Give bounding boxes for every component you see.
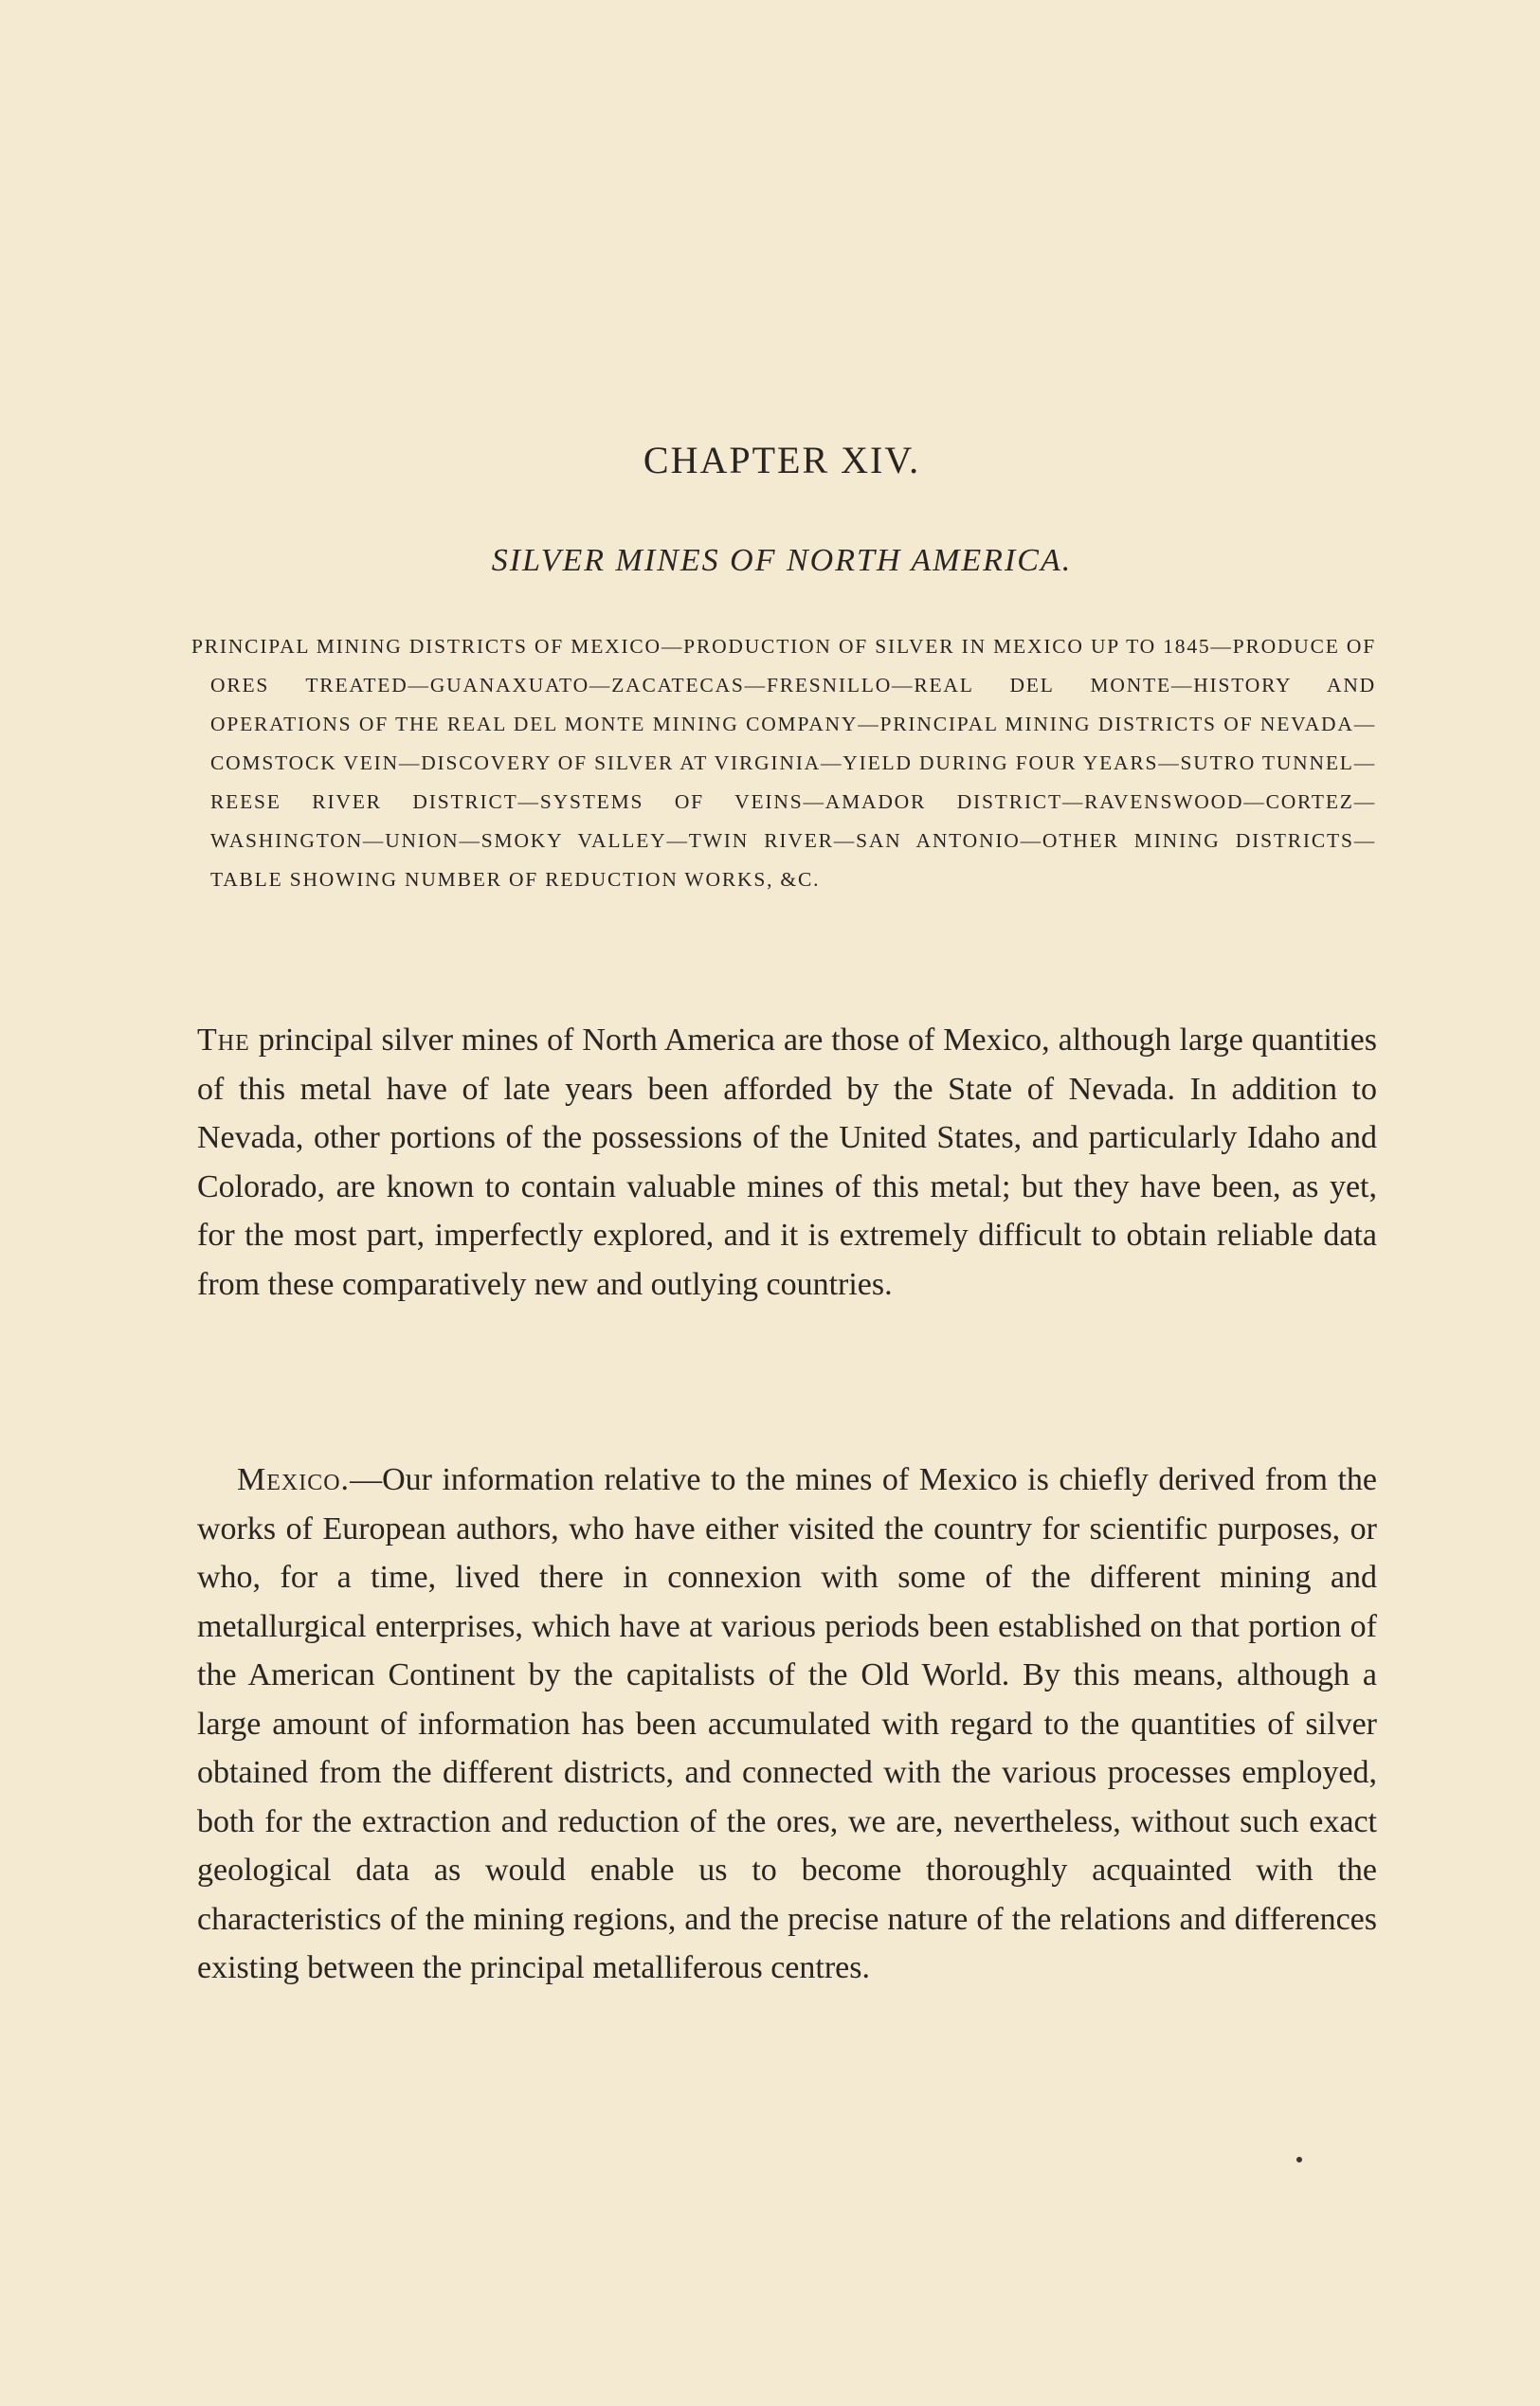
paragraph-mexico <box>197 1456 1377 1993</box>
chapter-summary: PRINCIPAL MINING DISTRICTS OF MEXICO—PRODUCTION OF SILVER IN MEXICO UP TO 1845—PRODUCE OF ORES TREATED—GUANAXUATO—ZACATECAS—FRESNILLO—REAL DEL MONTE—HISTORY AND OPERATIONS OF THE REAL DEL MONTE MINING COMPANY—PRINCIPAL MINING DISTRICTS OF NEVADA—COMSTOCK VEIN—DISCOVERY OF SILVER AT VIRGINIA—YIELD DURING FOUR YEARS—SUTRO TUNNEL—REESE RIVER DISTRICT—SYSTEMS OF VEINS—AMADOR DISTRICT—RAVENSWOOD—CORTEZ—WASHINGTON—UNION—SMOKY VALLEY—TWIN RIVER—SAN ANTONIO—OTHER MINING DISTRICTS—TABLE SHOWING NUMBER OF REDUCTION WORKS, &C. <box>191 635 1376 891</box>
paragraph-intro <box>197 1016 1377 1309</box>
paragraph-lead-word: Mexico. <box>237 1462 351 1497</box>
paragraph-text: —Our information relative to the mines of Mexico is chiefly derived from the works of European authors, who have either visited the country for scientific purposes, or who, for a time, lived there in connexion with some of the different mining and metallurgical enterprises, which have at various periods been established on that portion of the American Continent by the capitalists of the Old World. By this means, although a large amount of information has been accumulated with regard to the quantities of silver obtained from the different districts, and connected with the various processes employed, both for the extraction and reduction of the ores, we are, nevertheless, without such exact geological data as would enable us to become thoroughly acquainted with the characteristics of the mining regions, and the precise nature of the relations and differences existing between the principal metalliferous centres. <box>197 1462 1377 1985</box>
paragraph-lead-word: The <box>197 1022 250 1058</box>
paragraph-text: principal silver mines of North America are those of Mexico, although large quantities of this metal have of late years been afforded by the State of Nevada. In addition to Nevada, other portions of the possessions of the United States, and particularly Idaho and Colorado, are known to contain valuable mines of this metal; but they have been, as yet, for the most part, imperfectly explored, and it is extremely difficult to obtain reliable data from these comparatively new and outlying countries. <box>197 1022 1377 1302</box>
chapter-subtitle: SILVER MINES OF NORTH AMERICA. <box>491 543 1073 578</box>
chapter-heading: CHAPTER XIV. <box>643 439 921 481</box>
ink-speck <box>1296 2157 1302 2162</box>
